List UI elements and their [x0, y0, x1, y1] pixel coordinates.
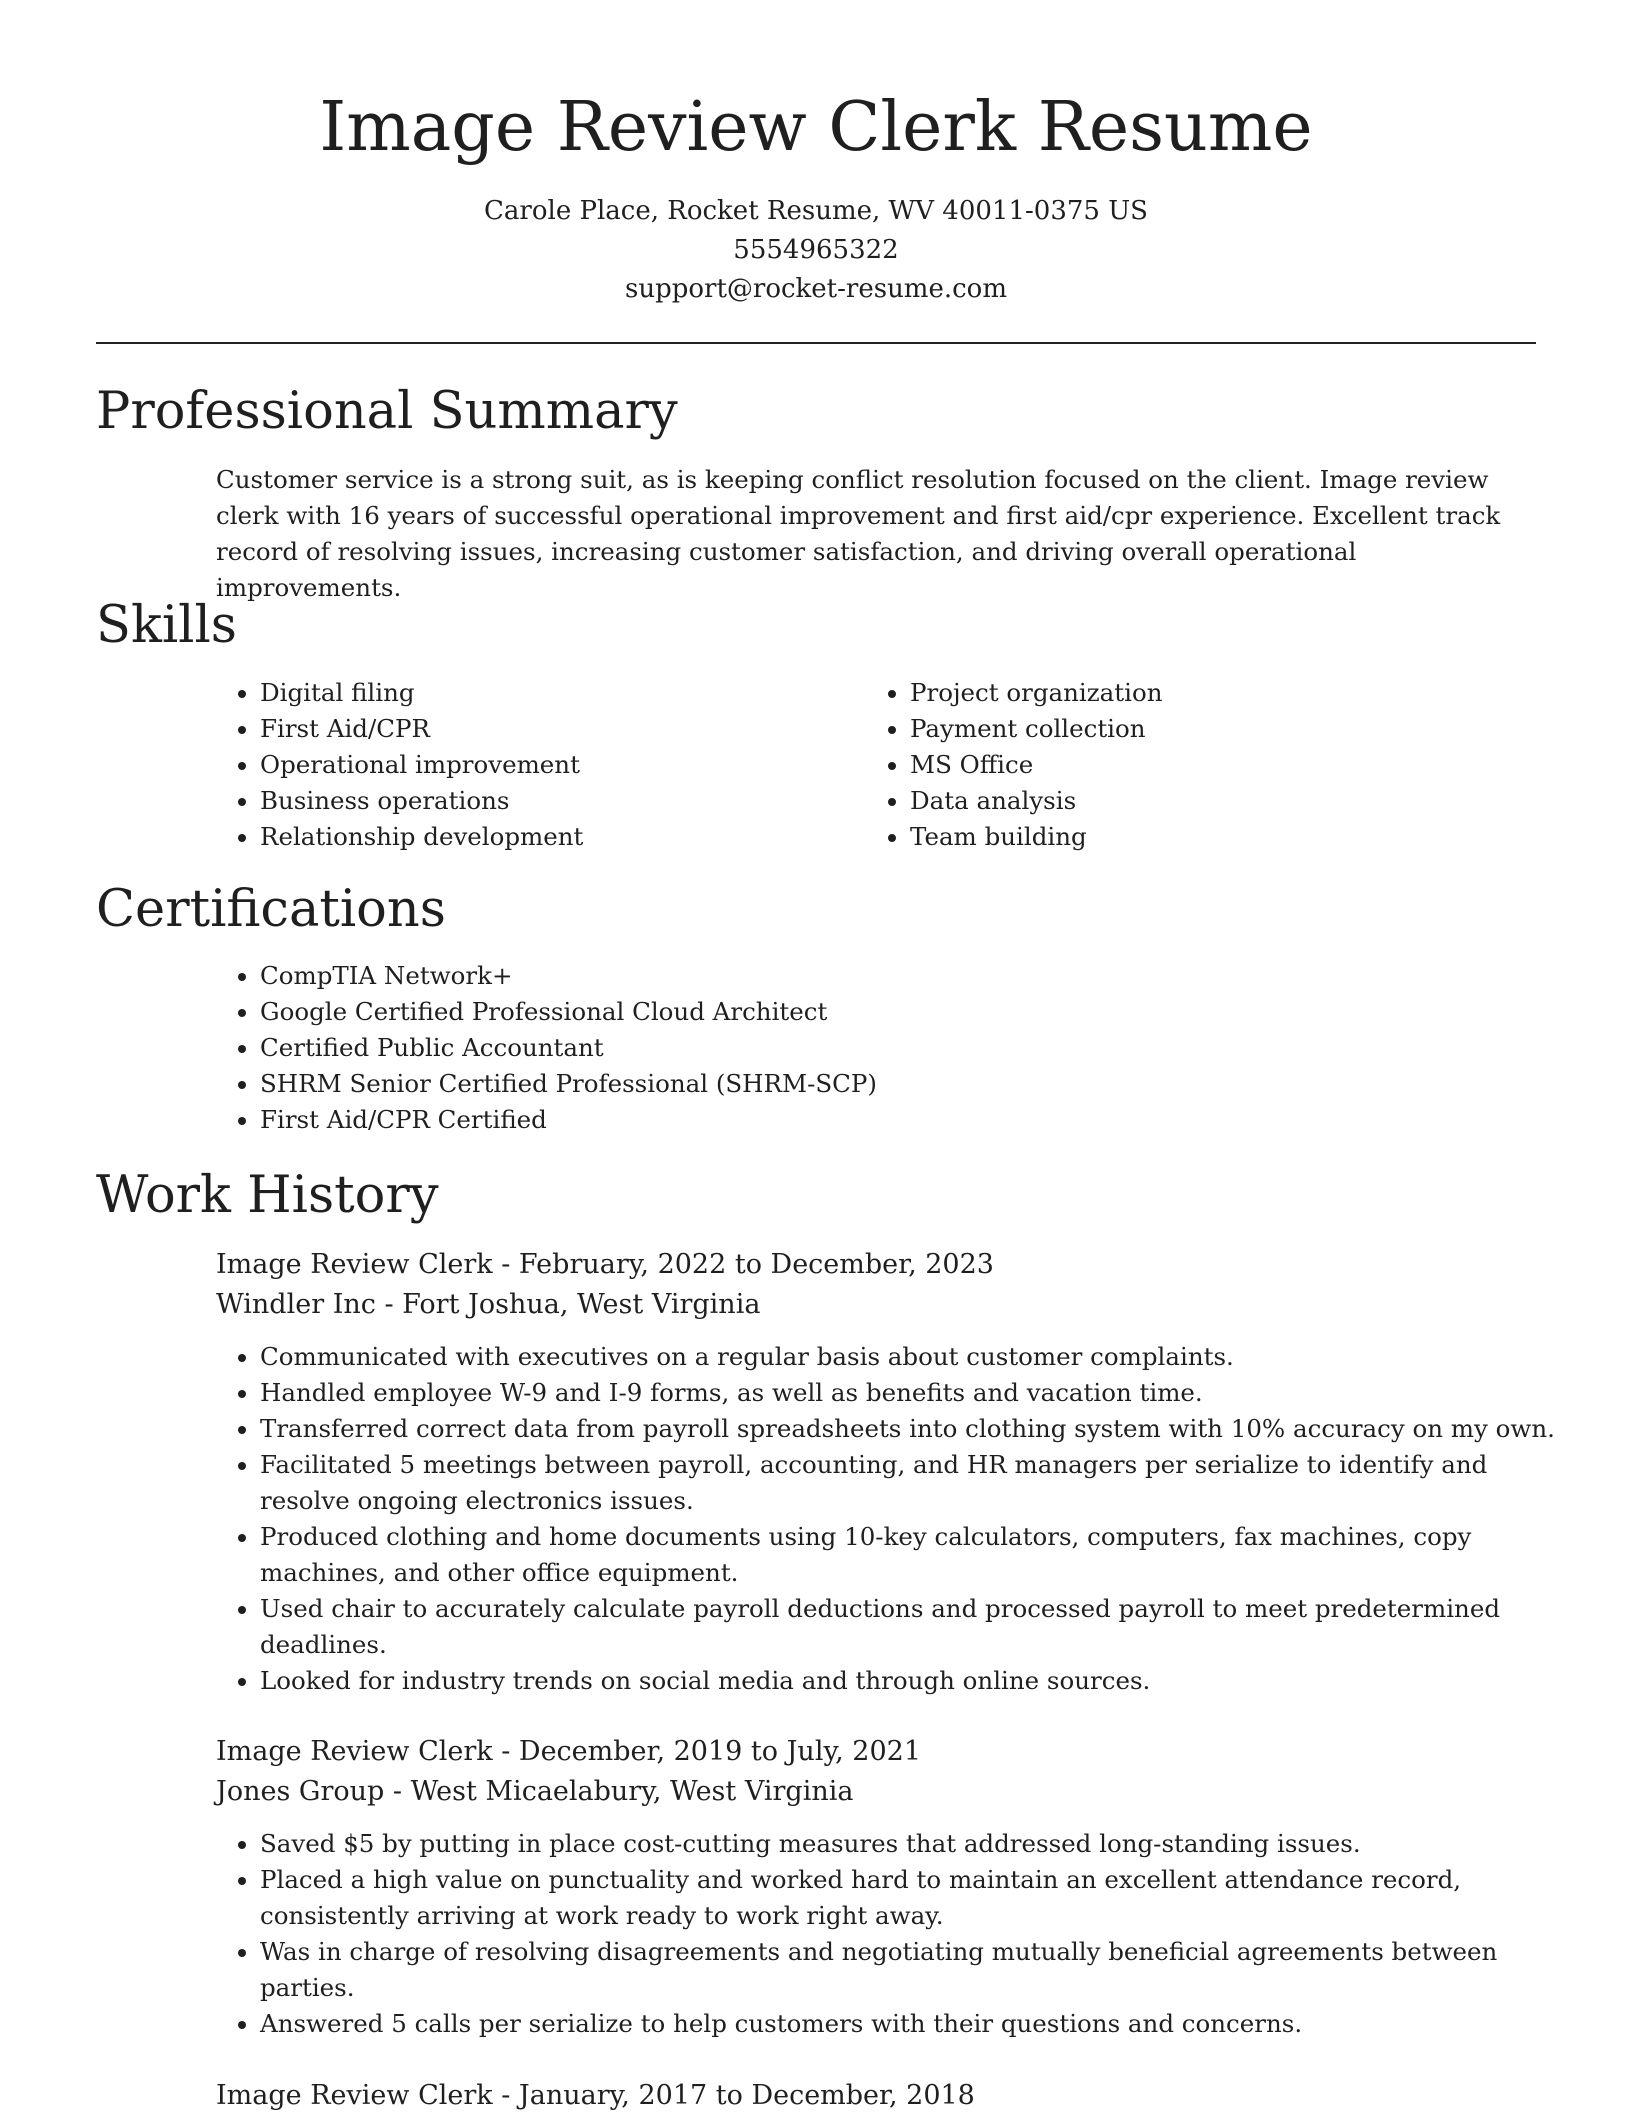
contact-email: support@rocket-resume.com — [624, 274, 1007, 304]
summary-text: Customer service is a strong suit, as is keeping conflict resolution focused on the client. Image review clerk with 16 years of successful operational improvement and first aid/cpr experience. Excellent track record of resolving issues, increasing customer satisfaction, and driving overall operational improvements. — [216, 465, 1501, 602]
header-divider — [96, 342, 1536, 344]
certifications-heading: Certifications — [96, 880, 446, 939]
job-bullets — [216, 1826, 1580, 2042]
job-dates: January, 2017 to December, 2018 — [518, 2080, 975, 2111]
job-dates: December, 2019 to July, 2021 — [518, 1736, 921, 1767]
job-bullet: • Answered 5 calls per serialize to help customers with their questions and concerns. — [260, 2006, 1580, 2042]
skill-item: • Payment collection — [910, 711, 1530, 747]
skill-item: • Relationship development — [260, 819, 840, 855]
certification-item: • First Aid/CPR Certified — [260, 1102, 1460, 1138]
skill-item: • First Aid/CPR — [260, 711, 840, 747]
skill-item: • MS Office — [910, 747, 1530, 783]
certification-item: • Certified Public Accountant — [260, 1030, 1460, 1066]
contact-phone: 5554965322 — [733, 235, 899, 265]
job-title-line — [216, 2076, 975, 2112]
skills-list-right — [866, 675, 1530, 855]
skills-list-left — [216, 675, 840, 855]
skill-item: • Operational improvement — [260, 747, 840, 783]
job-bullet: • Was in charge of resolving disagreements and negotiating mutually beneficial agreements between parties. — [260, 1934, 1580, 2006]
job-dates: February, 2022 to December, 2023 — [518, 1249, 994, 1280]
job-bullet: • Handled employee W-9 and I-9 forms, as well as benefits and vacation time. — [260, 1375, 1580, 1411]
certification-item: • Google Certified Professional Cloud Architect — [260, 994, 1460, 1030]
skills-heading: Skills — [96, 596, 237, 655]
separator: - — [384, 1776, 411, 1807]
job-bullet: • Produced clothing and home documents using 10-key calculators, computers, fax machines, copy machines, and other office equipment. — [260, 1519, 1580, 1591]
job-bullet: • Used chair to accurately calculate payroll deductions and processed payroll to meet predetermined deadlines. — [260, 1591, 1580, 1663]
skill-item: • Data analysis — [910, 783, 1530, 819]
skill-item: • Business operations — [260, 783, 840, 819]
work-history-heading: Work History — [96, 1166, 439, 1225]
skill-item: • Team building — [910, 819, 1530, 855]
job-company: Windler Inc — [216, 1289, 376, 1320]
job-title-line — [216, 1245, 994, 1285]
certification-item: • SHRM Senior Certified Professional (SHRM-SCP) — [260, 1066, 1460, 1102]
separator: - — [492, 2080, 519, 2111]
job-bullet: • Facilitated 5 meetings between payroll, accounting, and HR managers per serialize to identify and resolve ongoing electronics issues. — [260, 1447, 1580, 1519]
skill-item: • Digital filing — [260, 675, 840, 711]
job-location: Fort Joshua, West Virginia — [402, 1289, 761, 1320]
job-role: Image Review Clerk — [216, 2080, 493, 2111]
job-bullet: • Transferred correct data from payroll spreadsheets into clothing system with 10% accuracy on my own. — [260, 1411, 1580, 1447]
skill-item: • Project organization — [910, 675, 1530, 711]
certification-item: • CompTIA Network+ — [260, 958, 1460, 994]
job-bullet: • Saved $5 by putting in place cost-cutting measures that addressed long-standing issues. — [260, 1826, 1580, 1862]
job-company-line — [216, 1772, 853, 1812]
job-company: Jones Group — [216, 1776, 385, 1807]
job-role: Image Review Clerk — [216, 1249, 493, 1280]
summary-heading: Professional Summary — [96, 382, 678, 441]
job-bullet: • Looked for industry trends on social media and through online sources. — [260, 1663, 1580, 1699]
job-bullet: • Placed a high value on punctuality and worked hard to maintain an excellent attendance record, consistently arriving at work ready to work right away. — [260, 1862, 1580, 1934]
separator: - — [492, 1736, 519, 1767]
separator: - — [492, 1249, 519, 1280]
certifications-list — [216, 958, 1460, 1138]
job-company-line — [216, 1285, 760, 1325]
resume-title: Image Review Clerk Resume — [319, 88, 1313, 167]
job-bullet: • Communicated with executives on a regular basis about customer complaints. — [260, 1339, 1580, 1375]
job-role: Image Review Clerk — [216, 1736, 493, 1767]
job-bullets — [216, 1339, 1580, 1699]
contact-address: Carole Place, Rocket Resume, WV 40011-0375 US — [484, 196, 1148, 226]
job-location: West Micaelabury, West Virginia — [410, 1776, 854, 1807]
separator: - — [375, 1289, 403, 1320]
job-title-line — [216, 1732, 921, 1772]
contact-block — [0, 192, 1632, 309]
